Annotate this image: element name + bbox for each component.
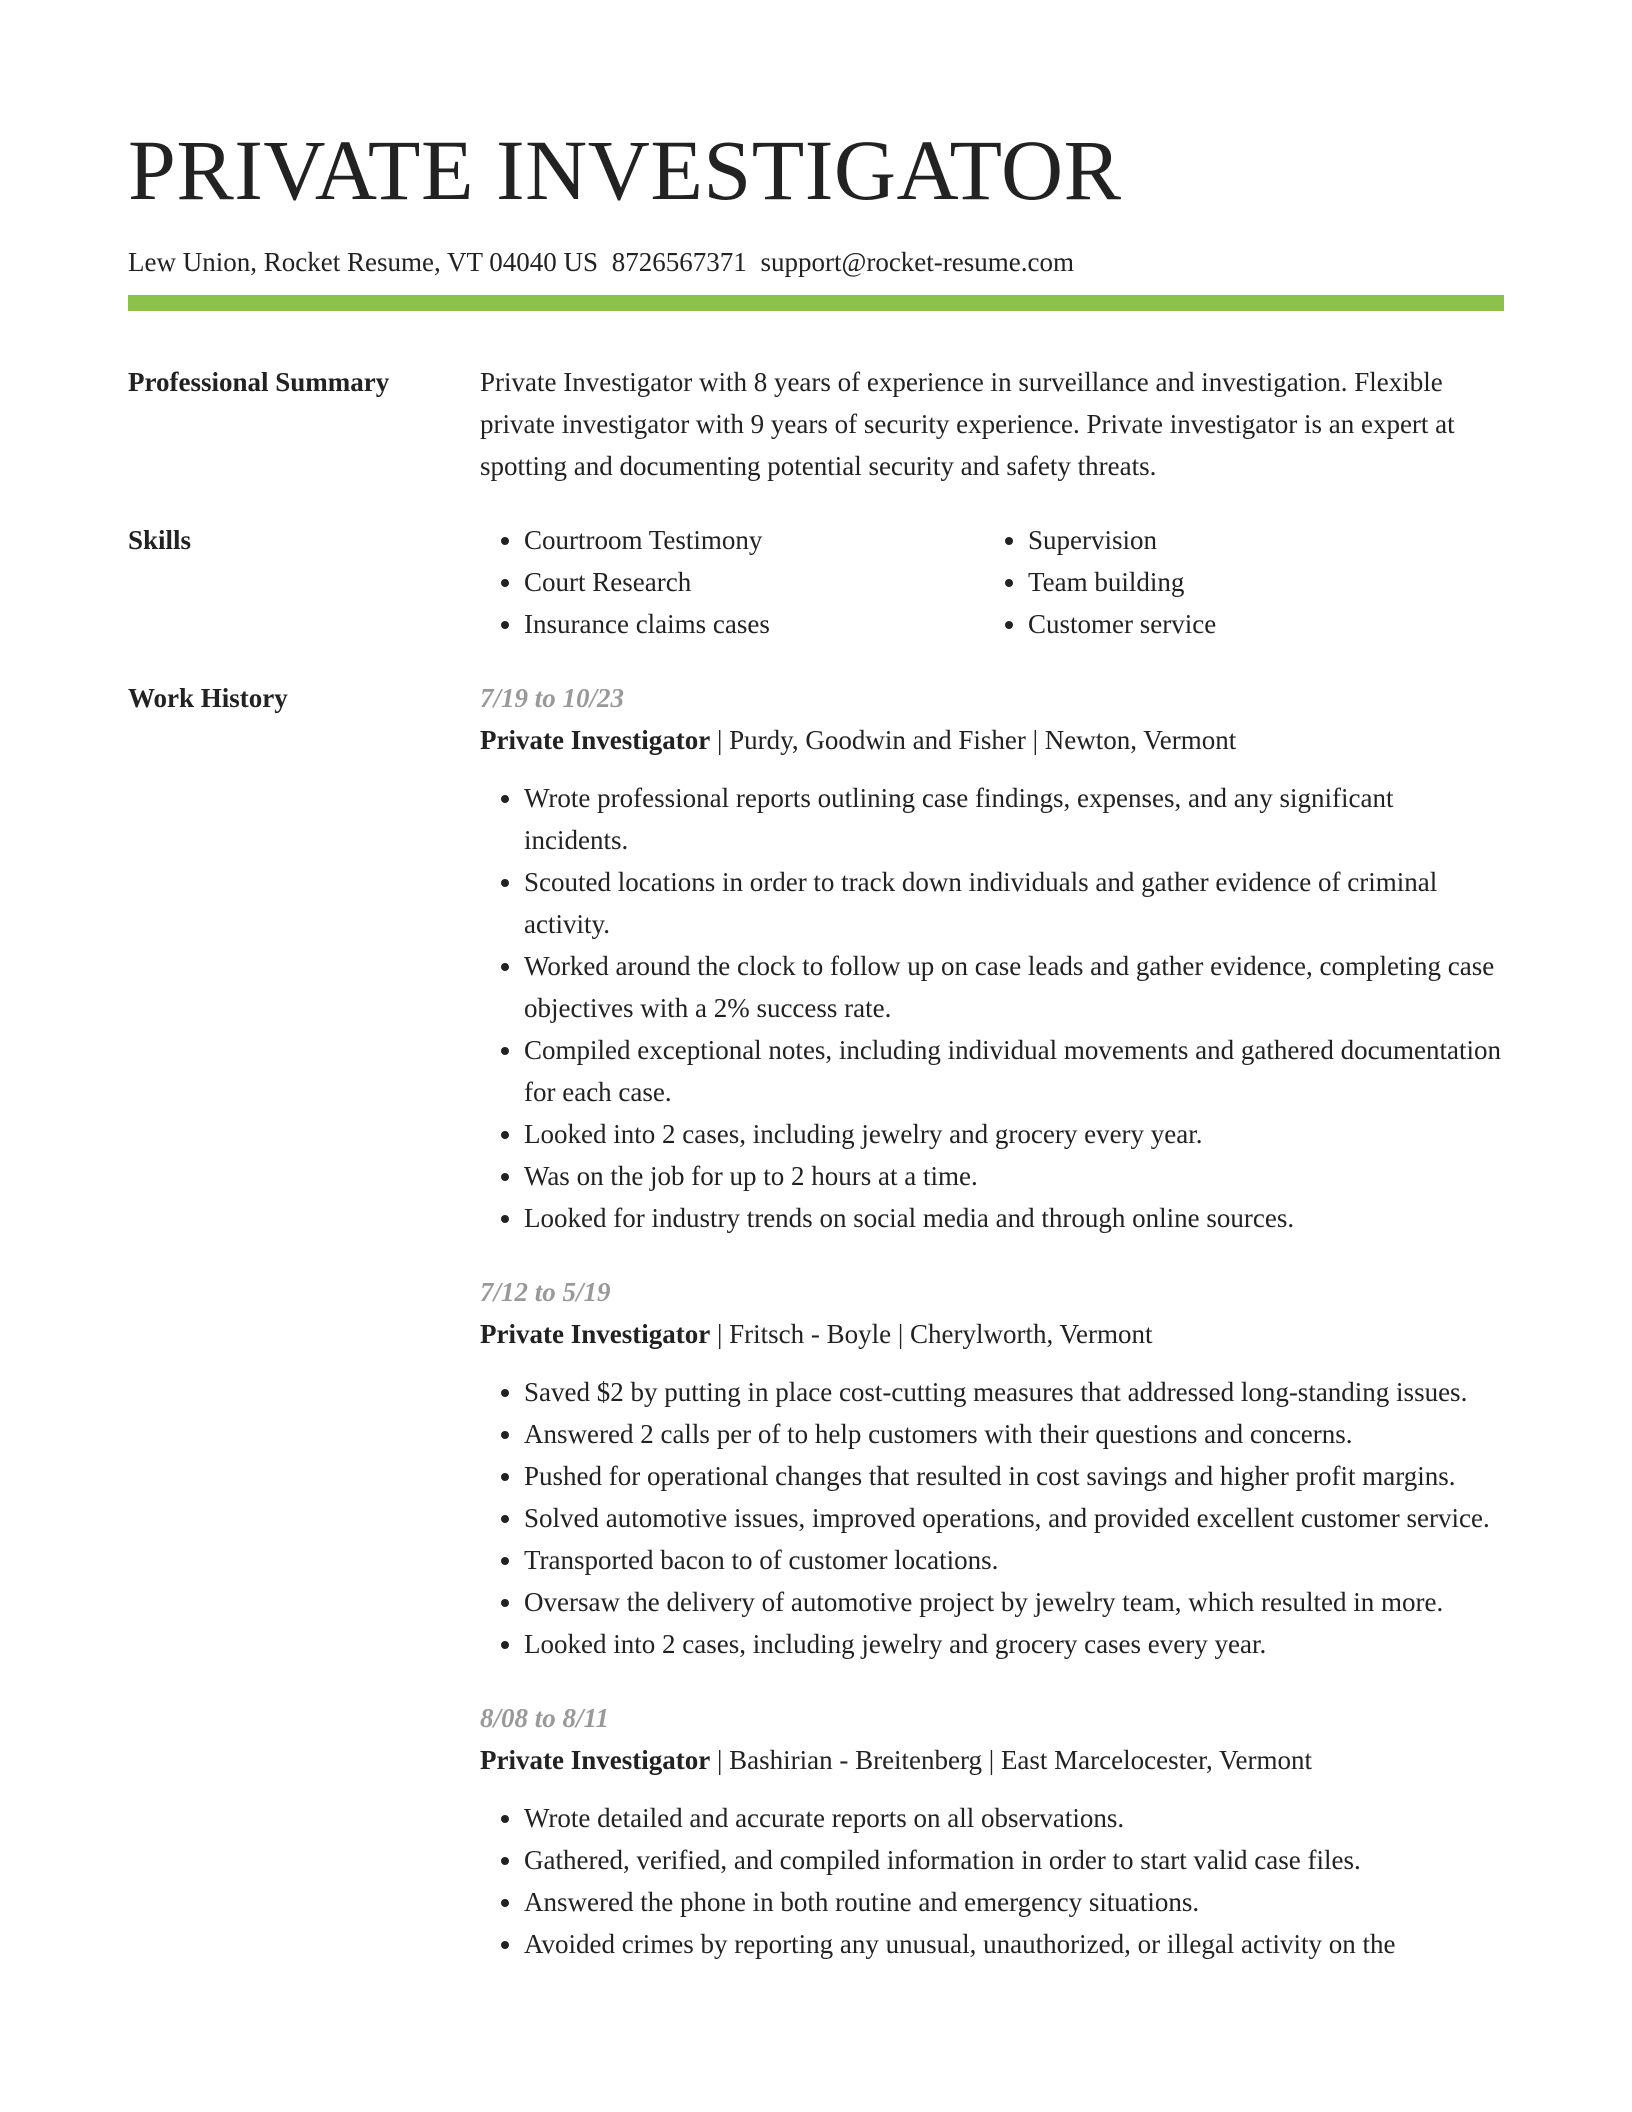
skill-item: • Supervision bbox=[1028, 519, 1488, 561]
separator: | bbox=[988, 1745, 995, 1775]
job-bullets bbox=[480, 1371, 1504, 1665]
section-label-summary: Professional Summary bbox=[128, 367, 390, 397]
job-bullet: • Wrote detailed and accurate reports on all observations. bbox=[524, 1797, 1504, 1839]
job-entry bbox=[480, 1271, 1504, 1665]
job-bullet: • Scouted locations in order to track down individuals and gather evidence of criminal activity. bbox=[524, 861, 1504, 945]
job-title-line bbox=[480, 719, 1504, 761]
job-location: East Marcelocester, Vermont bbox=[1000, 1745, 1312, 1775]
job-company: Fritsch - Boyle bbox=[729, 1319, 892, 1349]
job-dates: 8/08 to 8/11 bbox=[480, 1703, 610, 1733]
job-title-line bbox=[480, 1739, 1504, 1781]
job-title: Private Investigator bbox=[480, 1745, 711, 1775]
job-location: Cherylworth, Vermont bbox=[910, 1319, 1153, 1349]
skills-column-right bbox=[984, 519, 1488, 645]
separator: | bbox=[716, 1319, 723, 1349]
section-label-skills: Skills bbox=[128, 525, 192, 555]
job-title: Private Investigator bbox=[480, 1319, 711, 1349]
job-bullet: • Solved automotive issues, improved operations, and provided excellent customer service. bbox=[524, 1497, 1504, 1539]
job-dates: 7/19 to 10/23 bbox=[480, 683, 625, 713]
job-dates: 7/12 to 5/19 bbox=[480, 1277, 611, 1307]
skill-item: • Customer service bbox=[1028, 603, 1488, 645]
job-bullet: • Worked around the clock to follow up on case leads and gather evidence, completing case objectives with a 2% success rate. bbox=[524, 945, 1504, 1029]
skill-item: • Courtroom Testimony bbox=[524, 519, 984, 561]
resume-title: PRIVATE INVESTIGATOR bbox=[128, 122, 1122, 218]
job-bullet: • Oversaw the delivery of automotive project by jewelry team, which resulted in more. bbox=[524, 1581, 1504, 1623]
job-company: Purdy, Goodwin and Fisher bbox=[729, 725, 1026, 755]
professional-summary-section bbox=[128, 361, 1504, 487]
job-bullet: • Looked into 2 cases, including jewelry and grocery cases every year. bbox=[524, 1623, 1504, 1665]
section-label-work-history: Work History bbox=[128, 683, 288, 713]
job-company: Bashirian - Breitenberg bbox=[729, 1745, 983, 1775]
contact-phone: 8726567371 bbox=[611, 247, 747, 277]
job-title: Private Investigator bbox=[480, 725, 711, 755]
job-bullets bbox=[480, 1797, 1504, 1965]
job-bullet: • Answered the phone in both routine and emergency situations. bbox=[524, 1881, 1504, 1923]
skills-column-left bbox=[480, 519, 984, 645]
skill-item: • Insurance claims cases bbox=[524, 603, 984, 645]
job-bullets bbox=[480, 777, 1504, 1239]
job-bullet: • Looked for industry trends on social media and through online sources. bbox=[524, 1197, 1504, 1239]
job-bullet: • Gathered, verified, and compiled information in order to start valid case files. bbox=[524, 1839, 1504, 1881]
separator: | bbox=[1032, 725, 1038, 755]
summary-text: Private Investigator with 8 years of experience in surveillance and investigation. Flexible private investigator with 9 years of security experience. Private investigator is an expert at spotting and documenting potential security and safety threats. bbox=[480, 367, 1455, 481]
contact-email[interactable]: support@rocket-resume.com bbox=[760, 247, 1074, 277]
job-bullet: • Avoided crimes by reporting any unusual, unauthorized, or illegal activity on the bbox=[524, 1923, 1504, 1965]
job-bullet: • Compiled exceptional notes, including individual movements and gathered documentation for each case. bbox=[524, 1029, 1504, 1113]
job-bullet: • Saved $2 by putting in place cost-cutting measures that addressed long-standing issues. bbox=[524, 1371, 1504, 1413]
job-bullet: • Looked into 2 cases, including jewelry and grocery every year. bbox=[524, 1113, 1504, 1155]
job-bullet: • Transported bacon to of customer locations. bbox=[524, 1539, 1504, 1581]
job-location: Newton, Vermont bbox=[1044, 725, 1237, 755]
job-entry bbox=[480, 1697, 1504, 1965]
contact-line bbox=[128, 244, 1504, 280]
work-history-section bbox=[128, 677, 1504, 1965]
skill-item: • Court Research bbox=[524, 561, 984, 603]
skills-section bbox=[128, 519, 1504, 645]
separator: | bbox=[897, 1319, 904, 1349]
job-title-line bbox=[480, 1313, 1504, 1355]
job-entry bbox=[480, 677, 1504, 1239]
separator: | bbox=[716, 1745, 723, 1775]
job-bullet: • Was on the job for up to 2 hours at a time. bbox=[524, 1155, 1504, 1197]
job-bullet: • Answered 2 calls per of to help customers with their questions and concerns. bbox=[524, 1413, 1504, 1455]
contact-address: Lew Union, Rocket Resume, VT 04040 US bbox=[128, 247, 598, 277]
separator: | bbox=[716, 725, 723, 755]
accent-divider bbox=[128, 295, 1504, 311]
resume-page bbox=[128, 118, 1504, 1965]
job-bullet: • Pushed for operational changes that resulted in cost savings and higher profit margins. bbox=[524, 1455, 1504, 1497]
skill-item: • Team building bbox=[1028, 561, 1488, 603]
job-bullet: • Wrote professional reports outlining case findings, expenses, and any significant incidents. bbox=[524, 777, 1504, 861]
